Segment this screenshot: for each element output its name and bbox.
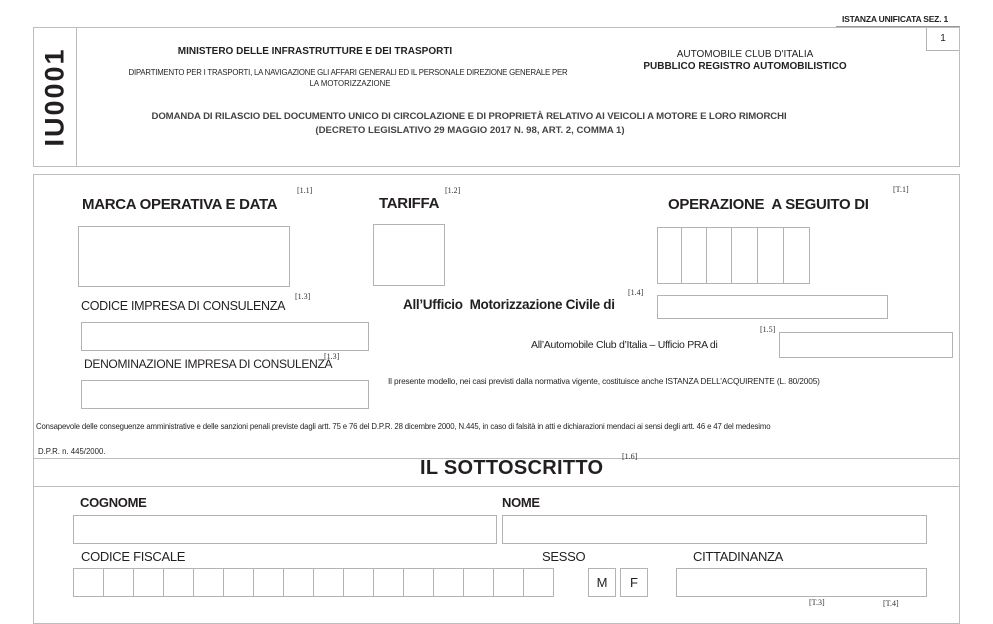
operazione-cell[interactable]	[706, 227, 732, 284]
codice-fiscale-cell[interactable]	[523, 568, 554, 597]
codice-fiscale-cell[interactable]	[313, 568, 344, 597]
cognome-field[interactable]	[73, 515, 497, 544]
denominazione-label: DENOMINAZIONE IMPRESA DI CONSULENZA	[84, 357, 333, 371]
operazione-cell[interactable]	[731, 227, 758, 284]
tariffa-ref: [1.2]	[445, 186, 461, 195]
codice-fiscale-cell[interactable]	[133, 568, 164, 597]
page-number: 1	[940, 33, 946, 44]
pra-title: PUBBLICO REGISTRO AUTOMOBILISTICO	[643, 61, 847, 72]
codice-fiscale-cell[interactable]	[403, 568, 434, 597]
codice-fiscale-cell[interactable]	[193, 568, 224, 597]
operazione-label: OPERAZIONE A SEGUITO DI	[668, 196, 869, 213]
codice-fiscale-cell[interactable]	[253, 568, 284, 597]
ref-t3: [T.3]	[809, 598, 825, 607]
codice-fiscale-cell[interactable]	[163, 568, 194, 597]
sesso-m-box[interactable]	[588, 568, 616, 597]
cittadinanza-label: CITTADINANZA	[693, 549, 784, 564]
codice-fiscale-cell[interactable]	[103, 568, 134, 597]
codice-fiscale-cell[interactable]	[223, 568, 254, 597]
marca-operativa-field[interactable]	[78, 226, 290, 287]
sesso-f-box[interactable]	[620, 568, 648, 597]
operazione-cell[interactable]	[657, 227, 682, 284]
pra-ref: [1.5]	[760, 325, 776, 334]
sesso-f-label: F	[630, 575, 638, 590]
ufficio-ref: [1.4]	[628, 288, 644, 297]
codice-fiscale-label: CODICE FISCALE	[81, 549, 186, 564]
codice-fiscale-cell[interactable]	[433, 568, 464, 597]
ufficio-motorizzazione-field[interactable]	[657, 295, 888, 319]
sottoscritto-ref: [1.6]	[622, 452, 638, 461]
operazione-cell[interactable]	[757, 227, 784, 284]
denominazione-ref: [1.3]	[324, 352, 340, 361]
ministry-title: MINISTERO DELLE INFRASTRUTTURE E DEI TRASPORTI	[177, 46, 453, 57]
marca-ref: [1.1]	[297, 186, 313, 195]
aci-title: AUTOMOBILE CLUB D'ITALIA	[676, 49, 814, 60]
cognome-label: COGNOME	[80, 495, 147, 510]
istanza-label: ISTANZA UNIFICATA SEZ. 1	[842, 14, 949, 24]
disclaimer-text: Consapevole delle conseguenze amministrative e delle sanzioni penali previste dagli artt. 75 e 76 del D.P.R. 28 dicembre 2000, N.445, in caso di falsità in atti e dichiarazioni mendaci ai sensi degli artt. 46 e 47 del medesimo	[36, 422, 771, 431]
form-code: IU0001	[39, 47, 70, 147]
sesso-label: SESSO	[542, 549, 586, 564]
sesso-m-label: M	[596, 575, 608, 590]
codice-fiscale-cell[interactable]	[73, 568, 104, 597]
document-subtitle: (DECRETO LEGISLATIVO 29 MAGGIO 2017 N. 98, ART. 2, COMMA 1)	[315, 125, 625, 136]
ufficio-motorizzazione-label: All’Ufficio Motorizzazione Civile di	[403, 297, 615, 312]
nome-label: NOME	[502, 495, 540, 510]
codice-fiscale-cell[interactable]	[493, 568, 524, 597]
tariffa-field[interactable]	[373, 224, 445, 286]
operazione-ref: [T.1]	[893, 185, 909, 194]
department-line2: LA MOTORIZZAZIONE	[309, 79, 391, 88]
department-line1: DIPARTIMENTO PER I TRASPORTI, LA NAVIGAZIONE GLI AFFARI GENERALI ED IL PERSONALE DIREZIONE GENERALE PER	[128, 68, 568, 77]
codice-fiscale-cell[interactable]	[373, 568, 404, 597]
operazione-cell[interactable]	[681, 227, 707, 284]
operazione-cell[interactable]	[783, 227, 810, 284]
document-title: DOMANDA DI RILASCIO DEL DOCUMENTO UNICO DI CIRCOLAZIONE E DI PROPRIETÀ RELATIVO AI VEICOLI A MOTORE E LORO RIMORCHI	[151, 111, 787, 122]
codice-impresa-ref: [1.3]	[295, 292, 311, 301]
codice-fiscale-cell[interactable]	[343, 568, 374, 597]
codice-fiscale-cell[interactable]	[283, 568, 314, 597]
denominazione-field[interactable]	[81, 380, 369, 409]
codice-fiscale-cell[interactable]	[463, 568, 494, 597]
istanza-acquirente-note: Il presente modello, nei casi previsti dalla normativa vigente, costituisce anche ISTANZA DELL’ACQUIRENTE (L. 80/2005)	[388, 376, 820, 386]
pra-field[interactable]	[779, 332, 953, 358]
sottoscritto-band-bottom	[33, 486, 960, 487]
nome-field[interactable]	[502, 515, 927, 544]
disclaimer-text-end: D.P.R. n. 445/2000.	[38, 447, 106, 456]
sottoscritto-title: IL SOTTOSCRITTO	[420, 457, 604, 479]
tariffa-label: TARIFFA	[379, 195, 440, 212]
marca-operativa-label: MARCA OPERATIVA E DATA	[82, 196, 278, 213]
cittadinanza-field[interactable]	[676, 568, 927, 597]
header-divider	[76, 27, 77, 167]
ref-t4: [T.4]	[883, 599, 899, 608]
codice-impresa-field[interactable]	[81, 322, 369, 351]
codice-impresa-label: CODICE IMPRESA DI CONSULENZA	[81, 299, 286, 313]
pra-label: All’Automobile Club d’Italia – Ufficio PRA di	[531, 339, 718, 351]
